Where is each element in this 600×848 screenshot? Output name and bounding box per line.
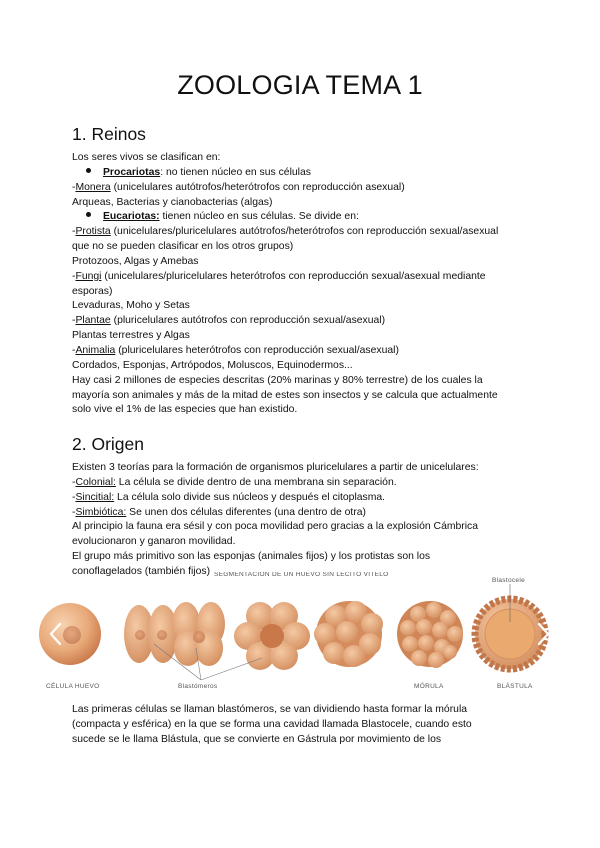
term-protista: Protista [75, 226, 111, 238]
simbiotica-desc: Se unen dos células diferentes (una dentro de otra) [126, 506, 367, 518]
animalia-prefix: - [72, 344, 76, 356]
term-plantae: Plantae [75, 315, 111, 327]
label-morula: MÓRULA [414, 683, 444, 690]
simbiotica-prefix: - [72, 506, 76, 518]
colonial-line [72, 476, 532, 491]
eucariotas-desc: tienen núcleo en sus células. Se divide en: [159, 211, 359, 223]
label-blastula: BLÁSTULA [497, 683, 533, 690]
plantae-examples: Plantas terrestres y Algas [72, 330, 190, 342]
stage-four-cells [172, 602, 225, 666]
colonial-desc: La célula se divide dentro de una membrana sin separación. [115, 476, 397, 488]
section-origen-body [72, 461, 532, 580]
document-title: ZOOLOGIA TEMA 1 [177, 70, 423, 100]
reinos-intro: Los seres vivos se clasifican en: [72, 152, 221, 163]
fungi-line [72, 270, 532, 285]
protista-prefix: - [72, 226, 76, 238]
section-origen-continuation [72, 703, 532, 748]
monera-desc: (unicelulares autótrofos/heterótrofos con reproducción asexual) [110, 181, 405, 193]
term-sincitial: Sincitial: [75, 491, 115, 503]
term-fungi: Fungi [75, 270, 102, 282]
grupo-line-2: conoflagelados (también fijos) [72, 565, 211, 577]
fauna-line-1: Al principio la fauna era sésil y con poca movilidad pero gracias a la explosión Cámbrica [72, 521, 479, 533]
species-line-1: Hay casi 2 millones de especies descritas (20% marinas y 80% terrestre) de los cuales la [72, 374, 483, 386]
label-blastomeros: Blastómeros [178, 683, 218, 690]
bullet-procariotas [72, 166, 532, 181]
plantae-prefix: - [72, 315, 76, 327]
sincitial-prefix: - [72, 491, 76, 503]
origen-intro: Existen 3 teorías para la formación de organismos pluricelulares a partir de unicelulares: [72, 462, 479, 473]
stage-celula-huevo [39, 603, 101, 665]
segmentation-figure [36, 572, 564, 696]
fungi-desc-cont: esporas) [72, 285, 113, 297]
sincitial-line [72, 491, 532, 506]
bullet-eucariotas [72, 210, 532, 225]
label-celula-huevo: CÉLULA HUEVO [46, 683, 100, 690]
fungi-desc: (unicelulares/pluricelulares heterótrofos con reproducción sexual/asexual mediante [101, 270, 486, 282]
plantae-desc: (pluricelulares autótrofos con reproducción sexual/asexual) [110, 315, 386, 327]
stage-morula [397, 601, 463, 668]
simbiotica-line [72, 506, 532, 521]
procariotas-desc: : no tienen núcleo en sus células [160, 166, 311, 178]
sincitial-desc: La célula solo divide sus núcleos y después el citoplasma. [114, 491, 386, 503]
bullet-dot-icon [86, 168, 91, 173]
segmentation-illustration [36, 572, 564, 696]
fungi-prefix: - [72, 270, 76, 282]
stage-sixteen-cells [314, 601, 383, 667]
term-simbiotica: Simbiótica: [75, 506, 127, 518]
species-line-3: solo vive el 1% de las especies que han existido. [72, 404, 298, 416]
protista-desc: (unicelulares/pluricelulares autótrofos/heterótrofos con reproducción sexual/asexual [110, 226, 499, 238]
section-heading-reinos: 1. Reinos [72, 124, 146, 144]
animalia-line [72, 344, 532, 359]
monera-examples: Arqueas, Bacterias y cianobacterias (algas) [72, 196, 273, 208]
after-line-2: (compacta y esférica) en la que se forma una cavidad llamada Blastocele, cuando esto [72, 718, 472, 730]
protista-desc-cont: que no se pueden clasificar en los otros grupos) [72, 241, 294, 253]
term-eucariotas: Eucariotas: [103, 211, 160, 223]
animalia-desc: (pluricelulares heterótrofos con reproducción sexual/asexual) [115, 344, 399, 356]
term-procariotas: Procariotas [103, 166, 161, 178]
fungi-examples: Levaduras, Moho y Setas [72, 300, 190, 312]
term-colonial: Colonial: [75, 476, 116, 488]
stage-eight-cells [234, 602, 310, 670]
section-reinos-body [72, 151, 532, 418]
term-monera: Monera [75, 181, 111, 193]
stage-two-cells [124, 605, 178, 663]
term-animalia: Animalia [75, 344, 116, 356]
animalia-examples: Cordados, Esponjas, Artrópodos, Moluscos, Equinodermos... [72, 359, 353, 371]
after-line-1: Las primeras células se llaman blastómeros, se van dividiendo hasta formar la mórula [72, 704, 468, 715]
label-blastocele: Blastocele [492, 577, 525, 584]
plantae-line [72, 314, 532, 329]
protista-line [72, 225, 532, 240]
grupo-line-1: El grupo más primitivo son las esponjas (animales fijos) y los protistas son los [72, 551, 431, 563]
monera-line [72, 181, 532, 196]
figure-top-caption: SEGMENTACIÓN DE UN HUEVO SIN LECITO VITELO [214, 572, 389, 578]
monera-prefix: - [72, 181, 76, 193]
bullet-dot-icon [86, 212, 91, 217]
protista-examples: Protozoos, Algas y Amebas [72, 255, 199, 267]
species-line-2: mayoría son animales y más de la mitad de estes son insectos y se calcula que actualmente [72, 389, 498, 401]
stage-blastula [475, 584, 545, 669]
after-line-3: sucede se le llama Blástula, que se convierte en Gástrula por movimiento de los [72, 733, 442, 745]
section-heading-origen: 2. Origen [72, 434, 144, 454]
fauna-line-2: evolucionaron y ganaron movilidad. [72, 536, 236, 548]
colonial-prefix: - [72, 476, 76, 488]
